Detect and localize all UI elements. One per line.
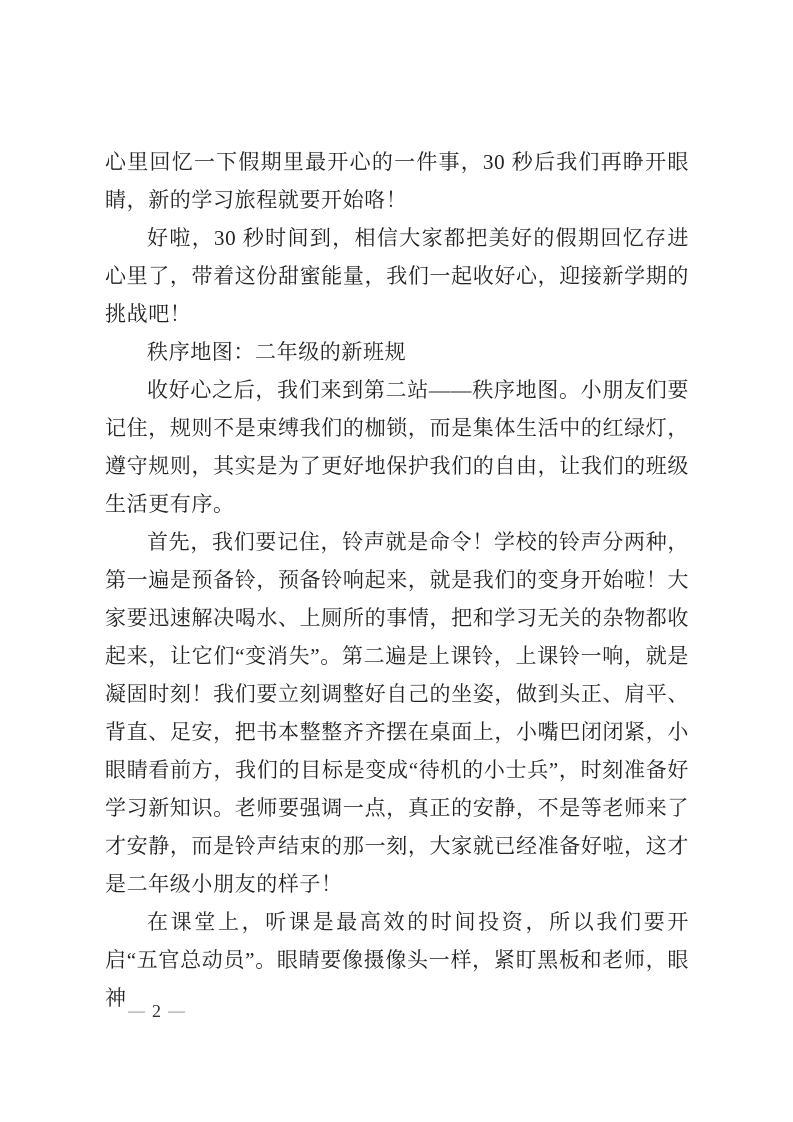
page-number: 2 [152, 1001, 161, 1021]
footer-dash-right: — [168, 1001, 185, 1020]
paragraph: 收好心之后，我们来到第二站——秩序地图。小朋友们要记住，规则不是束缚我们的枷锁，而是集体生活中的红绿灯，遵守规则，其实是为了更好地保护我们的自由，让我们的班级生活更有序。 [105, 378, 689, 516]
page-footer [121, 999, 192, 1023]
paragraph: 好啦，30 秒时间到，相信大家都把美好的假期回忆存进心里了，带着这份甜蜜能量，我们一起收好心，迎接新学期的挑战吧！ [105, 226, 689, 326]
paragraph: 在课堂上，听课是最高效的时间投资，所以我们要开启“五官总动员”。眼睛要像摄像头一样，紧盯黑板和老师，眼神 [105, 910, 689, 1010]
footer-dash-left: — [128, 1001, 145, 1020]
section-heading: 秩序地图：二年级的新班规 [147, 340, 407, 364]
document-body [105, 143, 689, 1017]
paragraph: 心里回忆一下假期里最开心的一件事，30 秒后我们再睁开眼睛，新的学习旅程就要开始咯！ [105, 150, 689, 212]
paragraph: 首先，我们要记住，铃声就是命令！学校的铃声分两种，第一遍是预备铃，预备铃响起来，就是我们的变身开始啦！大家要迅速解决喝水、上厕所的事情，把和学习无关的杂物都收起来，让它们“变消失”。第二遍是上课铃，上课铃一响，就是凝固时刻！我们要立刻调整好自己的坐姿，做到头正、肩平、背直、足安，把书本整整齐齐摆在桌面上，小嘴巴闭闭紧，小眼睛看前方，我们的目标是变成“待机的小士兵”，时刻准备好学习新知识。老师要强调一点，真正的安静，不是等老师来了才安静，而是铃声结束的那一刻，大家就已经准备好啦，这才是二年级小朋友的样子！ [105, 530, 689, 896]
